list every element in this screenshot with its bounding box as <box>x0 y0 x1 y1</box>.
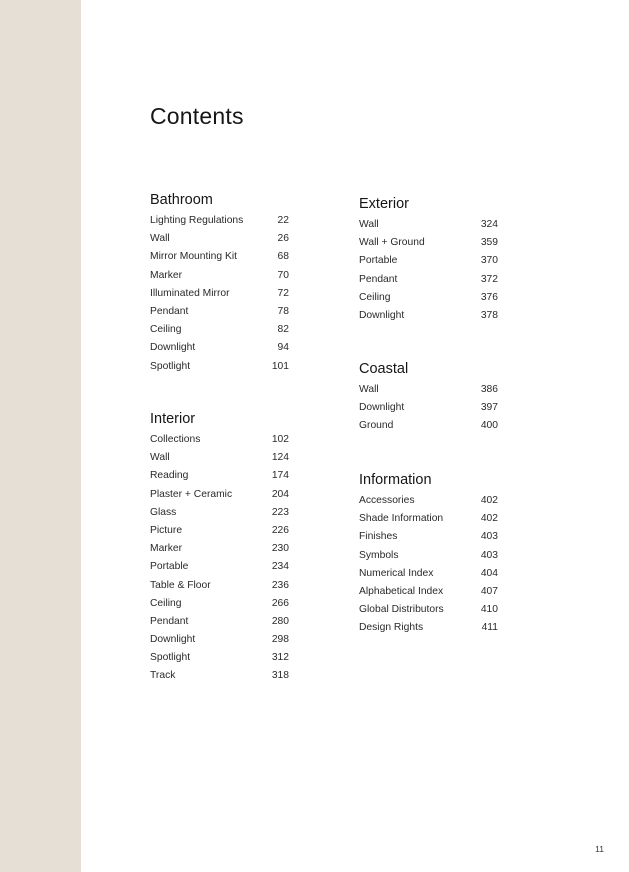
toc-entry-label: Ceiling <box>150 597 182 609</box>
toc-entry-label: Illuminated Mirror <box>150 287 230 299</box>
toc-entry-page: 70 <box>277 269 289 281</box>
toc-entry-label: Downlight <box>359 402 405 414</box>
toc-entry-label: Global Distributors <box>359 604 444 616</box>
toc-entry-page: 407 <box>480 585 498 597</box>
section-exterior <box>359 195 498 325</box>
toc-entry-label: Marker <box>150 543 183 555</box>
toc-entry-page: 400 <box>480 420 498 432</box>
toc-entry-label: Downlight <box>150 634 196 646</box>
toc-entry-page: 378 <box>480 309 498 321</box>
toc-entry-label: Wall + Ground <box>359 237 425 249</box>
toc-entry <box>359 565 498 583</box>
toc-entry-label: Numerical Index <box>359 567 434 579</box>
toc-entry-page: 234 <box>271 561 289 573</box>
toc-entry-page: 26 <box>277 233 289 245</box>
toc-entry <box>359 381 498 399</box>
section-bathroom <box>150 191 289 376</box>
toc-entry <box>150 358 289 376</box>
toc-entry-page: 102 <box>271 434 289 445</box>
toc-entry-page: 386 <box>480 384 498 395</box>
toc-entry-label: Ground <box>359 420 394 432</box>
toc-entry-label: Shade Information <box>359 513 444 525</box>
toc-entry-page: 280 <box>271 615 289 627</box>
section-information <box>359 471 498 638</box>
toc-entry-page: 324 <box>480 219 498 230</box>
toc-entry <box>359 417 498 435</box>
toc-entry-label: Pendant <box>150 305 189 317</box>
section-heading: Exterior <box>359 196 409 212</box>
toc-entry-label: Spotlight <box>150 360 191 372</box>
toc-entry <box>150 267 289 285</box>
toc-entry-label: Design Rights <box>359 622 424 634</box>
side-color-band <box>0 0 81 872</box>
toc-entry <box>359 289 498 307</box>
toc-entry <box>359 307 498 325</box>
toc-entry-page: 223 <box>271 506 289 518</box>
toc-entry-page: 404 <box>480 567 498 579</box>
toc-entry <box>359 492 498 510</box>
toc-entry-page: 402 <box>480 495 498 506</box>
toc-entry-page: 174 <box>271 470 289 482</box>
toc-entry-page: 410 <box>480 604 498 616</box>
toc-entry-page: 403 <box>480 531 498 543</box>
toc-entry <box>150 339 289 357</box>
toc-entry-page: 226 <box>271 524 289 536</box>
toc-entry <box>150 248 289 266</box>
toc-entry-page: 78 <box>277 305 289 317</box>
toc-entry <box>150 577 289 595</box>
toc-entry <box>359 601 498 619</box>
toc-entry <box>150 212 289 230</box>
entry-list <box>359 381 498 436</box>
toc-entry <box>359 528 498 546</box>
toc-entry-page: 376 <box>480 291 498 303</box>
page-number: 11 <box>595 844 604 854</box>
section-heading: Coastal <box>359 361 409 377</box>
toc-entry-label: Portable <box>359 255 398 267</box>
toc-entry-page: 236 <box>271 579 289 591</box>
toc-entry <box>359 252 498 270</box>
toc-entry-label: Marker <box>150 269 183 281</box>
toc-entry <box>150 321 289 339</box>
toc-entry <box>359 234 498 252</box>
toc-entry-label: Portable <box>150 561 189 573</box>
toc-entry <box>150 303 289 321</box>
toc-entry-label: Table & Floor <box>150 579 211 591</box>
toc-entry-page: 411 <box>481 622 498 634</box>
toc-entry <box>150 558 289 576</box>
section-interior <box>150 410 289 686</box>
toc-entry-label: Wall <box>150 452 170 464</box>
toc-entry <box>150 522 289 540</box>
toc-entry-page: 318 <box>271 670 289 682</box>
toc-entry <box>150 595 289 613</box>
toc-entry-label: Pendant <box>150 615 189 627</box>
toc-entry-page: 372 <box>480 273 498 285</box>
entry-list <box>359 492 498 638</box>
page-title: Contents <box>150 103 244 129</box>
toc-entry-page: 266 <box>271 597 289 609</box>
toc-entry-label: Picture <box>150 524 183 536</box>
toc-entry-page: 312 <box>271 652 289 664</box>
toc-entry-page: 402 <box>480 513 498 525</box>
toc-entry <box>359 619 498 637</box>
toc-entry <box>359 547 498 565</box>
toc-entry-label: Track <box>150 670 176 682</box>
toc-entry-page: 204 <box>271 488 289 500</box>
toc-entry-label: Plaster + Ceramic <box>150 488 233 500</box>
toc-entry-label: Ceiling <box>150 324 182 336</box>
toc-entry-label: Downlight <box>150 342 196 354</box>
toc-entry-page: 403 <box>480 549 498 561</box>
toc-entry-label: Collections <box>150 434 201 445</box>
toc-entry-label: Wall <box>359 384 379 395</box>
toc-entry-label: Accessories <box>359 495 415 506</box>
entry-list <box>150 431 289 686</box>
toc-entry-label: Lighting Regulations <box>150 215 244 226</box>
section-heading: Information <box>359 472 432 488</box>
toc-entry <box>150 540 289 558</box>
section-coastal <box>359 360 498 436</box>
toc-entry-page: 72 <box>277 287 289 299</box>
toc-entry <box>150 504 289 522</box>
toc-entry <box>359 399 498 417</box>
toc-entry <box>359 510 498 528</box>
toc-entry-page: 101 <box>271 360 289 372</box>
toc-entry-label: Glass <box>150 506 177 518</box>
toc-entry-label: Finishes <box>359 531 398 543</box>
toc-entry-label: Pendant <box>359 273 398 285</box>
toc-entry-page: 397 <box>480 402 498 414</box>
section-heading: Interior <box>150 411 196 427</box>
toc-entry-label: Spotlight <box>150 652 191 664</box>
toc-entry <box>150 230 289 248</box>
toc-entry-page: 22 <box>277 215 289 226</box>
toc-entry-page: 230 <box>271 543 289 555</box>
toc-entry <box>150 285 289 303</box>
toc-entry <box>150 486 289 504</box>
toc-entry <box>150 631 289 649</box>
toc-entry <box>359 271 498 289</box>
toc-entry <box>150 613 289 631</box>
toc-entry-label: Downlight <box>359 309 405 321</box>
entry-list <box>150 212 289 376</box>
section-heading: Bathroom <box>150 192 213 208</box>
toc-entry-page: 94 <box>277 342 289 354</box>
toc-entry <box>150 667 289 685</box>
toc-entry-label: Reading <box>150 470 189 482</box>
toc-entry-label: Wall <box>150 233 170 245</box>
toc-entry <box>150 649 289 667</box>
toc-entry <box>150 431 289 449</box>
toc-entry-label: Symbols <box>359 549 399 561</box>
toc-entry <box>150 449 289 467</box>
toc-entry <box>359 583 498 601</box>
toc-entry-page: 359 <box>480 237 498 249</box>
toc-entry-label: Ceiling <box>359 291 391 303</box>
toc-entry-label: Alphabetical Index <box>359 585 444 597</box>
toc-entry-page: 82 <box>277 324 289 336</box>
toc-entry-page: 68 <box>277 251 289 263</box>
toc-entry-page: 124 <box>271 452 289 464</box>
toc-entry <box>359 216 498 234</box>
toc-entry-page: 370 <box>480 255 498 267</box>
toc-entry-label: Wall <box>359 219 379 230</box>
entry-list <box>359 216 498 325</box>
toc-entry <box>150 467 289 485</box>
toc-entry-page: 298 <box>271 634 289 646</box>
toc-entry-label: Mirror Mounting Kit <box>150 251 237 263</box>
